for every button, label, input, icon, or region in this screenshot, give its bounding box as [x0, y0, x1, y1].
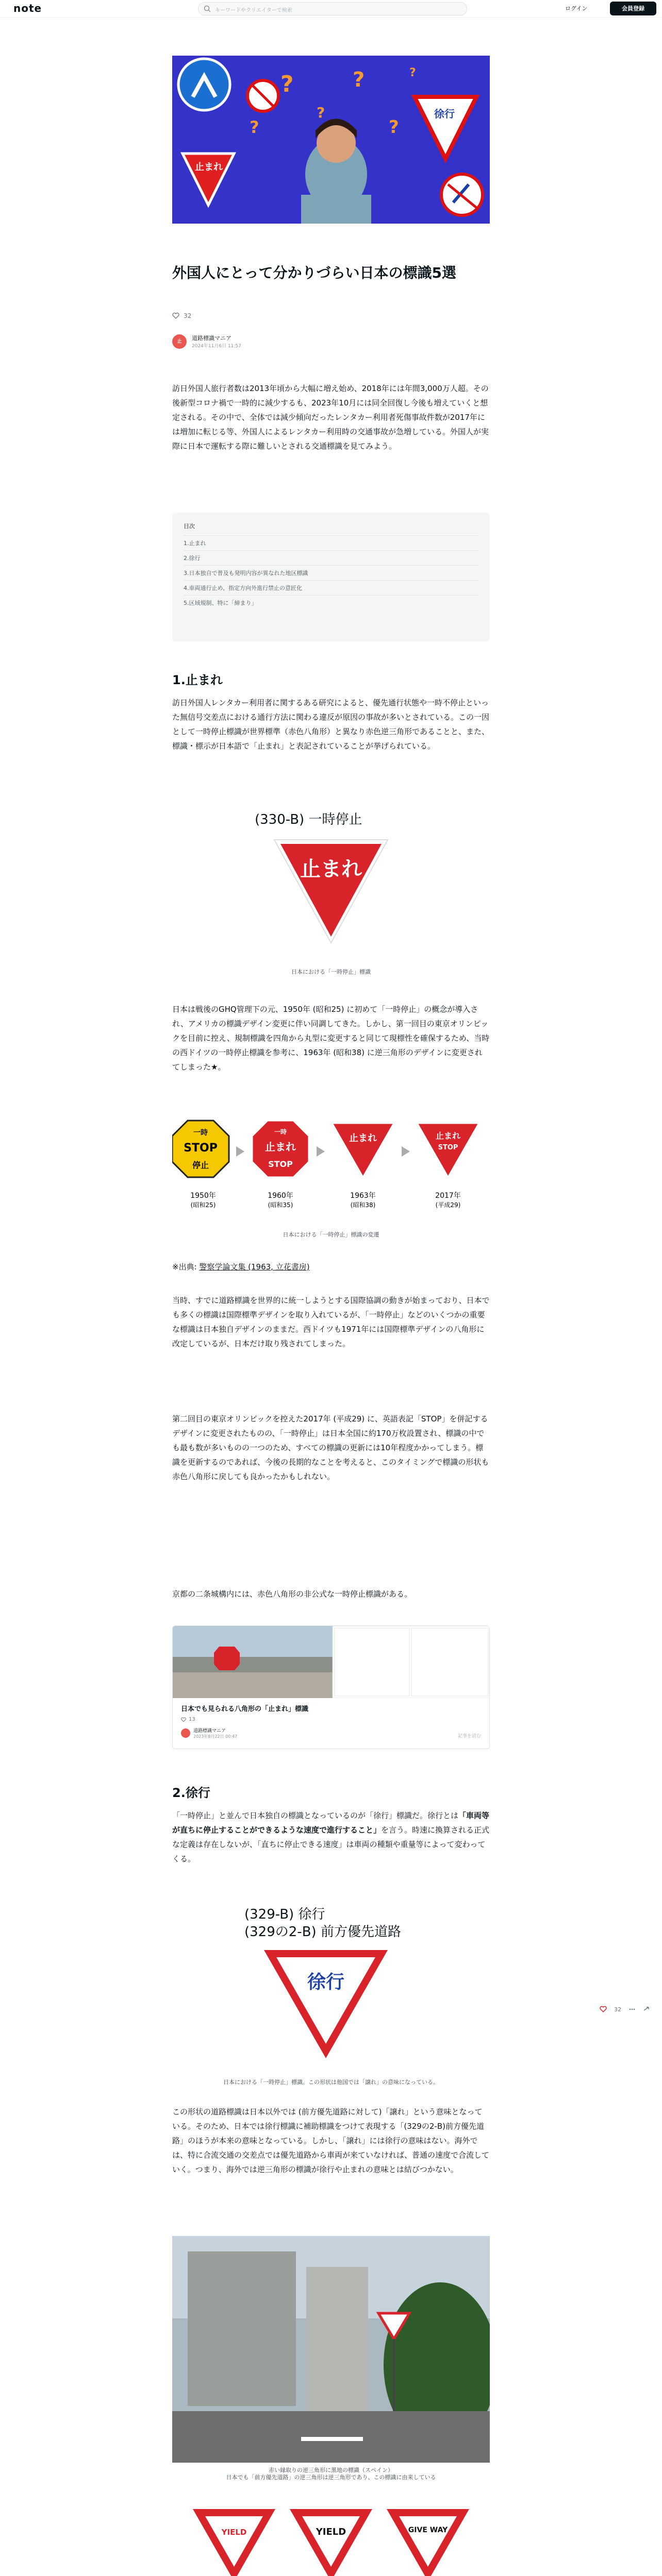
- sign-1950: [172, 1121, 229, 1209]
- toc-item[interactable]: 5.区域規制、特に「締まり」: [184, 595, 478, 610]
- signup-button[interactable]: 会員登録: [610, 2, 656, 15]
- sign-code-label: (329-B) 徐行: [244, 1907, 325, 1922]
- svg-text:?: ?: [353, 68, 365, 92]
- svg-text:停止: 停止: [192, 1160, 209, 1170]
- yield-signs-figure: [172, 2504, 490, 2576]
- search-placeholder: キーワードやクリエイターで検索: [215, 8, 292, 13]
- figure-caption: 日本における「一時停止」標識。この形状は他国では「譲れ」の意味になっている。: [223, 2079, 439, 2086]
- embed-author: 道路標識マニア: [193, 1728, 226, 1734]
- section-paragraph: この形状の道路標識は日本以外では (前方優先道路に対して)「譲れ」という意味となっている。そのため、日本では徐行標識に補助標識をつけて表現する「(329の2-B)前方優先道路」のほうが本来の意味となっている。しかし、「譲れ」には徐行の意味はない。海外では、特に合流交通の交差点では優先道路から車両が来ていなければ、普通の速度で合流していく。つまり、海外では逆三角形の標識が徐行や止まれの意味とは結びつかない。: [172, 2107, 490, 2174]
- jokou-triangle-sign: [259, 1945, 393, 2063]
- section-paragraph: 日本は戦後のGHQ管理下の元、1950年 (昭和25) に初めて「一時停止」の概念が導入され、アメリカの標識デザイン変更に伴い同調してきた。しかし、第一回目の東京オリンピックを目前に控え、規制標識を四角から丸型に変更すると同じて現標性を確保するため、当時の西ドイツの一時停止標識を参考に、1963年 (昭和38) に逆三角形のデザインに変更されてしまった★。: [172, 1005, 490, 1072]
- avatar: [181, 1728, 190, 1738]
- table-of-contents: [172, 513, 490, 641]
- figure-caption: 日本でも「前方優先道路」の逆三角形は逆三角形であり、この標識に由来している: [226, 2474, 436, 2481]
- svg-text:止まれ: 止まれ: [435, 1131, 461, 1141]
- svg-text:1950年: 1950年: [190, 1192, 216, 1200]
- svg-text:(昭和38): (昭和38): [350, 1201, 376, 1209]
- login-link[interactable]: ログイン: [565, 5, 588, 12]
- figure-caption: 日本における「一時停止」標識の変遷: [283, 1231, 379, 1238]
- yield-sign-uk: [387, 2509, 469, 2576]
- section-paragraph: 第二回目の東京オリンピックを控えた2017年 (平成29) に、英語表記「STOP」を併記するデザインに変更されたものの、「一時停止」は日本全国に約170万枚設置され、標識の中でも最も数が多いものの一つのため、すべての標識の更新には10年程度かかってしまう。標識を更新するのであれば、今後の長期的なことを考えると、このタイミングで標識の形状も赤色八角形に戻しても良かったかもしれない。: [172, 1414, 489, 1481]
- section-paragraph: 「一時停止」と並んで日本独自の標識となっているのが「徐行」標識だ。徐行とは「車両等が直ちに停止することができるような速度で進行すること」を言う。時速に換算される正式な定義は存在しないが、「直ちに停止できる速度」は車両の種類や重量等によって変わってくる。: [172, 1811, 490, 1863]
- svg-text:(昭和25): (昭和25): [190, 1201, 216, 1209]
- embed-read-more[interactable]: 記事を読む: [457, 1734, 481, 1739]
- arrow-icon: [236, 1146, 244, 1157]
- svg-text:?: ?: [317, 104, 325, 121]
- floating-like-count: 32: [614, 2006, 621, 2013]
- arrow-icon: [317, 1146, 325, 1157]
- toc-item[interactable]: 2.徐行: [184, 550, 478, 565]
- svg-text:止まれ: 止まれ: [349, 1133, 377, 1144]
- sign-1963: [332, 1123, 394, 1209]
- yield-sign-canada: [290, 2509, 372, 2576]
- top-bar: [0, 0, 662, 18]
- publish-date: 2024年11月6日 11:57: [192, 344, 241, 349]
- figure-caption: 赤い縁取りの逆三角形に黒地の標識（スペイン）: [269, 2467, 393, 2473]
- svg-text:(昭和35): (昭和35): [268, 1201, 293, 1209]
- sign-1960: [252, 1121, 309, 1209]
- embed-date: 2023年8月22日 00:47: [193, 1734, 238, 1739]
- svg-text:STOP: STOP: [184, 1142, 218, 1155]
- source-link[interactable]: 警察学論文集 (1963, 立花書房): [199, 1262, 310, 1272]
- svg-text:徐行: 徐行: [434, 108, 455, 120]
- intro-paragraph: 訪日外国人旅行者数は2013年頃から大幅に増え始め、2018年には年間3,000万人超。その後新型コロナ禍で一時的に減少するも、2023年10月には同全回復し今後も増えていくと想定される。その中で、全体では減少傾向だったレンタカー利用者死傷事故件数が2017年には増加に転じる等、外国人によるレンタカー利用時の交通事故が急増している。外国人が実際に日本で運転する際に難しいとされる交通標識を見てみよう。: [172, 384, 489, 451]
- sign-text: 止まれ: [300, 857, 362, 881]
- svg-text:?: ?: [409, 66, 416, 79]
- svg-text:GIVE WAY: GIVE WAY: [408, 2526, 448, 2534]
- heart-icon[interactable]: [172, 312, 179, 319]
- like-count: 32: [184, 312, 192, 319]
- search-box[interactable]: [198, 2, 467, 15]
- stop-sign-figure: [172, 809, 490, 984]
- toc-head[interactable]: 目次: [184, 523, 195, 530]
- svg-text:?: ?: [280, 71, 294, 97]
- yield-sign-usa: [193, 2509, 275, 2576]
- sign-text: 徐行: [307, 1972, 345, 1993]
- embed-author-row: [181, 1727, 237, 1739]
- note-logo[interactable]: note: [13, 2, 42, 14]
- svg-text:?: ?: [250, 117, 259, 137]
- embed-likes: 13: [181, 1717, 195, 1722]
- article-title: 外国人にとって分かりづらい日本の標識5選: [172, 264, 456, 281]
- more-icon[interactable]: [628, 2006, 636, 2013]
- street-photo: [172, 2236, 490, 2463]
- embedded-article-card[interactable]: [172, 1625, 490, 1749]
- svg-text:1960年: 1960年: [268, 1192, 293, 1200]
- section-paragraph: 訪日外国人レンタカー利用者に関するある研究によると、優先通行状態や一時不停止といった無信号交差点における通行方法に関わる違反が原因の事故が多いとされている。この一因として一時停止標識が世界標準（赤色八角形）と異なり赤色逆三角形であることと、また、標識・標示が日本語で「止まれ」と表記されていることが挙げられている。: [172, 698, 490, 751]
- floating-actions: [600, 2006, 650, 2013]
- hero-image: [172, 56, 490, 224]
- section-heading: 1.止まれ: [172, 673, 223, 687]
- like-bar: [172, 312, 191, 319]
- svg-text:止まれ: 止まれ: [195, 162, 223, 173]
- evolution-figure: [172, 1110, 490, 1270]
- embed-title[interactable]: 日本でも見られる八角形の「止まれ」標識: [181, 1705, 309, 1713]
- toc-item[interactable]: 3.日本独自で普及も発明内容が異なれた地区標識: [184, 565, 478, 580]
- sign-code-label: (330-B) 一時停止: [255, 812, 362, 827]
- svg-text:2017年: 2017年: [435, 1192, 461, 1200]
- source-line: ※出典: 警察学論文集 (1963, 立花書房): [172, 1262, 310, 1272]
- sign-2017: [417, 1123, 479, 1209]
- section-paragraph: 当時、すでに道路標識を世界的に統一しようとする国際協調の動きが始まっており、日本でも多くの標識は国際標準デザインを取り入れているが、「一時停止」などのいくつかの重要な標識は日本独自デザインのままだ。西ドイツも1971年には国際標準デザインの八角形に改定しているが、日本だけ取り残されてしまった。: [172, 1296, 490, 1348]
- avatar[interactable]: 止: [172, 334, 187, 349]
- author-name[interactable]: 道路標識マニア: [192, 335, 231, 342]
- section-paragraph: 京都の二条城構内には、赤色八角形の非公式な一時停止標識がある。: [172, 1589, 412, 1599]
- svg-text:1963年: 1963年: [350, 1192, 376, 1200]
- stop-triangle-sign: [269, 835, 393, 948]
- svg-text:STOP: STOP: [438, 1144, 458, 1151]
- jokou-sign-figure: [172, 1904, 490, 2089]
- svg-text:止まれ: 止まれ: [265, 1141, 296, 1153]
- section-heading: 2.徐行: [172, 1786, 210, 1800]
- svg-text:YIELD: YIELD: [316, 2527, 346, 2537]
- heart-icon: [181, 1717, 186, 1722]
- arrow-icon: [402, 1146, 410, 1157]
- svg-text:STOP: STOP: [268, 1159, 293, 1169]
- svg-text:(平成29): (平成29): [435, 1201, 461, 1209]
- svg-text:一時: 一時: [193, 1129, 208, 1137]
- search-icon: [204, 5, 211, 12]
- svg-text:一時: 一時: [274, 1128, 287, 1136]
- toc-item[interactable]: 1.止まれ: [184, 535, 478, 550]
- street-photo-figure: [172, 2236, 490, 2473]
- svg-text:YIELD: YIELD: [221, 2528, 247, 2537]
- figure-caption: 日本における「一時停止」標識: [291, 969, 371, 975]
- heart-icon[interactable]: [600, 2006, 607, 2013]
- author-row[interactable]: [172, 334, 241, 349]
- svg-text:?: ?: [389, 117, 399, 138]
- share-icon[interactable]: [643, 2006, 650, 2013]
- toc-item[interactable]: 4.車両通行止め、指定方向外進行禁止の意匠化: [184, 580, 478, 595]
- sign-code-label: (329の2-B) 前方優先道路: [244, 1924, 401, 1940]
